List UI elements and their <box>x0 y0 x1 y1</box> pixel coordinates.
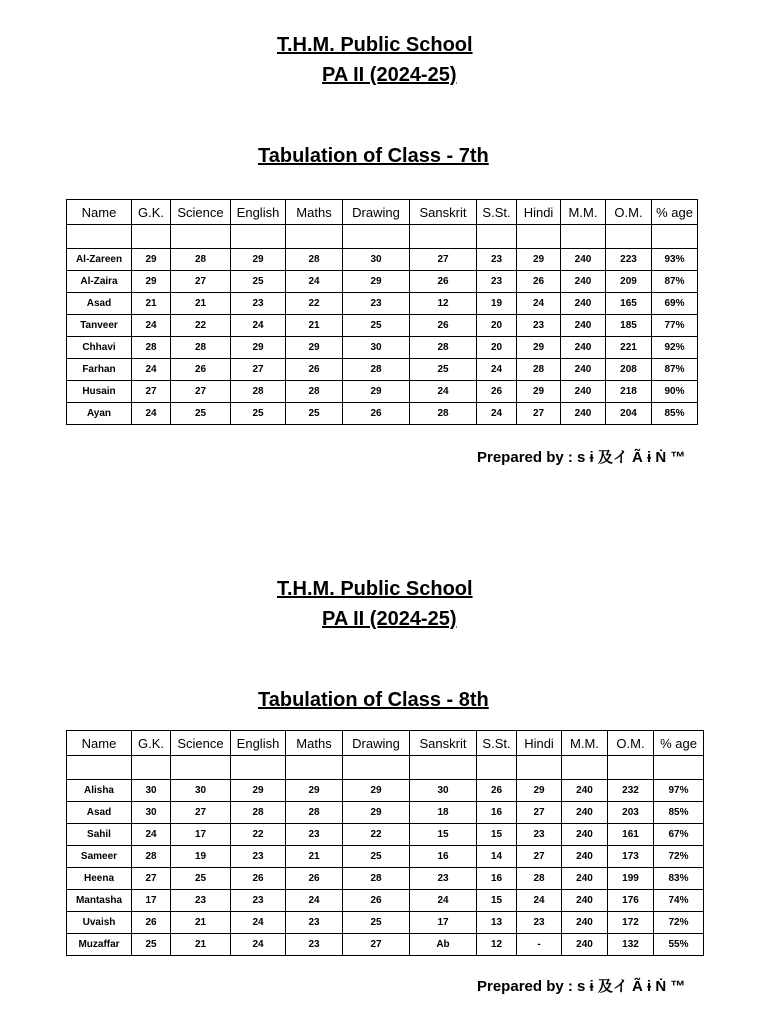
mark-cell: 28 <box>286 802 343 824</box>
mark-cell: 67% <box>654 824 704 846</box>
mark-cell: 29 <box>517 249 561 271</box>
mark-cell: 26 <box>132 912 171 934</box>
mark-cell: 21 <box>286 846 343 868</box>
mark-cell: 24 <box>410 381 477 403</box>
mark-cell: 240 <box>561 271 606 293</box>
student-name-cell: Chhavi <box>67 337 132 359</box>
col-sanskrit: Sanskrit <box>410 200 477 225</box>
table-row <box>67 934 704 956</box>
mark-cell: 27 <box>132 868 171 890</box>
mark-cell: 240 <box>562 780 608 802</box>
mark-cell: 28 <box>132 337 171 359</box>
mark-cell: Ab <box>410 934 477 956</box>
mark-cell: 240 <box>562 846 608 868</box>
mark-cell: 240 <box>561 293 606 315</box>
mark-cell: 23 <box>410 868 477 890</box>
col-percentage: % age <box>652 200 698 225</box>
mark-cell: 27 <box>171 271 231 293</box>
mark-cell: 22 <box>171 315 231 337</box>
mark-cell: 29 <box>343 271 410 293</box>
mark-cell: 29 <box>132 271 171 293</box>
mark-cell: 24 <box>286 271 343 293</box>
mark-cell: 17 <box>132 890 171 912</box>
mark-cell: 27 <box>517 846 562 868</box>
table-row <box>67 293 698 315</box>
mark-cell: 209 <box>606 271 652 293</box>
mark-cell: 12 <box>477 934 517 956</box>
mark-cell: 28 <box>132 846 171 868</box>
mark-cell: 27 <box>517 403 561 425</box>
col-sanskrit: Sanskrit <box>410 731 477 756</box>
mark-cell: 23 <box>517 824 562 846</box>
mark-cell: 92% <box>652 337 698 359</box>
mark-cell: 24 <box>410 890 477 912</box>
mark-cell: 29 <box>517 381 561 403</box>
student-name-cell: Farhan <box>67 359 132 381</box>
mark-cell: 26 <box>171 359 231 381</box>
mark-cell: 21 <box>171 293 231 315</box>
mark-cell: 199 <box>608 868 654 890</box>
col-percentage: % age <box>654 731 704 756</box>
mark-cell: 24 <box>231 315 286 337</box>
mark-cell: 17 <box>410 912 477 934</box>
mark-cell: 23 <box>517 912 562 934</box>
table-row <box>67 912 704 934</box>
mark-cell: 28 <box>286 249 343 271</box>
mark-cell: 185 <box>606 315 652 337</box>
mark-cell: 218 <box>606 381 652 403</box>
mark-cell: 27 <box>171 381 231 403</box>
blank-row <box>67 756 704 780</box>
table-row <box>67 802 704 824</box>
mark-cell: 85% <box>654 802 704 824</box>
table-row <box>67 337 698 359</box>
mark-cell: 19 <box>171 846 231 868</box>
mark-cell: 28 <box>231 802 286 824</box>
mark-cell: 27 <box>343 934 410 956</box>
mark-cell: 25 <box>343 912 410 934</box>
student-name-cell: Uvaish <box>67 912 132 934</box>
mark-cell: 85% <box>652 403 698 425</box>
mark-cell: 30 <box>343 249 410 271</box>
mark-cell: 29 <box>286 780 343 802</box>
mark-cell: 240 <box>562 890 608 912</box>
mark-cell: 29 <box>132 249 171 271</box>
mark-cell: 29 <box>343 802 410 824</box>
mark-cell: 30 <box>132 780 171 802</box>
mark-cell: 26 <box>286 868 343 890</box>
mark-cell: 72% <box>654 912 704 934</box>
prepared-by: Prepared by : s ɨ 及イ Ã ɨ Ṅ ™ <box>477 978 686 995</box>
table-row <box>67 249 698 271</box>
mark-cell: 25 <box>286 403 343 425</box>
mark-cell: 240 <box>561 381 606 403</box>
mark-cell: 25 <box>343 315 410 337</box>
mark-cell: 30 <box>410 780 477 802</box>
mark-cell: 26 <box>410 271 477 293</box>
mark-cell: 28 <box>286 381 343 403</box>
mark-cell: 165 <box>606 293 652 315</box>
class-heading: Tabulation of Class - 8th <box>258 689 489 711</box>
col-sst: S.St. <box>477 200 517 225</box>
mark-cell: 28 <box>171 337 231 359</box>
mark-cell: 28 <box>517 359 561 381</box>
mark-cell: 23 <box>286 934 343 956</box>
mark-cell: 240 <box>561 315 606 337</box>
mark-cell: 74% <box>654 890 704 912</box>
mark-cell: 23 <box>231 846 286 868</box>
mark-cell: 24 <box>477 359 517 381</box>
mark-cell: 23 <box>477 271 517 293</box>
mark-cell: 27 <box>231 359 286 381</box>
mark-cell: 13 <box>477 912 517 934</box>
mark-cell: 28 <box>410 403 477 425</box>
col-science: Science <box>171 731 231 756</box>
mark-cell: 29 <box>231 249 286 271</box>
mark-cell: 24 <box>517 293 561 315</box>
col-om: O.M. <box>606 200 652 225</box>
mark-cell: 23 <box>171 890 231 912</box>
mark-cell: 22 <box>231 824 286 846</box>
col-drawing: Drawing <box>343 731 410 756</box>
mark-cell: 69% <box>652 293 698 315</box>
mark-cell: 240 <box>562 824 608 846</box>
mark-cell: 240 <box>562 912 608 934</box>
mark-cell: 240 <box>562 802 608 824</box>
col-maths: Maths <box>286 731 343 756</box>
mark-cell: 29 <box>343 381 410 403</box>
col-name: Name <box>67 731 132 756</box>
student-name-cell: Al-Zaira <box>67 271 132 293</box>
exam-name: PA II (2024-25) <box>322 64 457 86</box>
table-row <box>67 403 698 425</box>
mark-cell: 221 <box>606 337 652 359</box>
mark-cell: 232 <box>608 780 654 802</box>
mark-cell: 22 <box>286 293 343 315</box>
table-row <box>67 868 704 890</box>
mark-cell: 15 <box>477 890 517 912</box>
mark-cell: 14 <box>477 846 517 868</box>
mark-cell: 203 <box>608 802 654 824</box>
mark-cell: 23 <box>286 912 343 934</box>
header-row <box>67 200 698 225</box>
col-gk: G.K. <box>132 731 171 756</box>
mark-cell: 24 <box>517 890 562 912</box>
mark-cell: 26 <box>231 868 286 890</box>
marks-table <box>66 199 698 425</box>
mark-cell: 87% <box>652 271 698 293</box>
student-name-cell: Ayan <box>67 403 132 425</box>
mark-cell: 55% <box>654 934 704 956</box>
mark-cell: 15 <box>410 824 477 846</box>
mark-cell: 26 <box>286 359 343 381</box>
mark-cell: 21 <box>171 912 231 934</box>
table-row <box>67 846 704 868</box>
mark-cell: 25 <box>132 934 171 956</box>
mark-cell: 26 <box>477 381 517 403</box>
mark-cell: 161 <box>608 824 654 846</box>
mark-cell: 30 <box>171 780 231 802</box>
mark-cell: 30 <box>132 802 171 824</box>
mark-cell: 204 <box>606 403 652 425</box>
student-name-cell: Mantasha <box>67 890 132 912</box>
student-name-cell: Tanveer <box>67 315 132 337</box>
mark-cell: 21 <box>171 934 231 956</box>
mark-cell: 27 <box>517 802 562 824</box>
mark-cell: 24 <box>477 403 517 425</box>
mark-cell: 12 <box>410 293 477 315</box>
mark-cell: 24 <box>231 934 286 956</box>
col-name: Name <box>67 200 132 225</box>
mark-cell: 28 <box>517 868 562 890</box>
student-name-cell: Muzaffar <box>67 934 132 956</box>
table-body <box>67 756 704 956</box>
col-english: English <box>231 200 286 225</box>
exam-name: PA II (2024-25) <box>322 608 457 630</box>
mark-cell: 90% <box>652 381 698 403</box>
mark-cell: 21 <box>286 315 343 337</box>
mark-cell: 24 <box>132 359 171 381</box>
mark-cell: 23 <box>477 249 517 271</box>
mark-cell: 26 <box>343 403 410 425</box>
mark-cell: 20 <box>477 315 517 337</box>
mark-cell: 25 <box>171 868 231 890</box>
student-name-cell: Asad <box>67 802 132 824</box>
mark-cell: 28 <box>410 337 477 359</box>
student-name-cell: Sameer <box>67 846 132 868</box>
mark-cell: 19 <box>477 293 517 315</box>
col-mm: M.M. <box>561 200 606 225</box>
mark-cell: 23 <box>517 315 561 337</box>
table-row <box>67 890 704 912</box>
mark-cell: 29 <box>517 337 561 359</box>
mark-cell: - <box>517 934 562 956</box>
mark-cell: 223 <box>606 249 652 271</box>
mark-cell: 28 <box>231 381 286 403</box>
mark-cell: 26 <box>410 315 477 337</box>
table-row <box>67 381 698 403</box>
col-hindi: Hindi <box>517 731 562 756</box>
mark-cell: 24 <box>286 890 343 912</box>
mark-cell: 23 <box>286 824 343 846</box>
student-name-cell: Al-Zareen <box>67 249 132 271</box>
mark-cell: 87% <box>652 359 698 381</box>
mark-cell: 25 <box>231 271 286 293</box>
mark-cell: 172 <box>608 912 654 934</box>
table-row <box>67 271 698 293</box>
mark-cell: 83% <box>654 868 704 890</box>
mark-cell: 26 <box>477 780 517 802</box>
mark-cell: 17 <box>171 824 231 846</box>
student-name-cell: Asad <box>67 293 132 315</box>
col-hindi: Hindi <box>517 200 561 225</box>
mark-cell: 20 <box>477 337 517 359</box>
header-row <box>67 731 704 756</box>
col-mm: M.M. <box>562 731 608 756</box>
mark-cell: 29 <box>517 780 562 802</box>
mark-cell: 132 <box>608 934 654 956</box>
mark-cell: 240 <box>562 868 608 890</box>
mark-cell: 240 <box>561 359 606 381</box>
blank-row <box>67 225 698 249</box>
mark-cell: 25 <box>343 846 410 868</box>
mark-cell: 25 <box>231 403 286 425</box>
mark-cell: 25 <box>410 359 477 381</box>
col-drawing: Drawing <box>343 200 410 225</box>
mark-cell: 16 <box>410 846 477 868</box>
class-heading: Tabulation of Class - 7th <box>258 145 489 167</box>
mark-cell: 23 <box>231 293 286 315</box>
mark-cell: 240 <box>561 403 606 425</box>
mark-cell: 93% <box>652 249 698 271</box>
mark-cell: 26 <box>343 890 410 912</box>
mark-cell: 24 <box>132 315 171 337</box>
table-row <box>67 780 704 802</box>
school-name: T.H.M. Public School <box>277 578 473 600</box>
col-gk: G.K. <box>132 200 171 225</box>
mark-cell: 27 <box>171 802 231 824</box>
table-row <box>67 315 698 337</box>
col-maths: Maths <box>286 200 343 225</box>
mark-cell: 26 <box>517 271 561 293</box>
mark-cell: 28 <box>343 868 410 890</box>
student-name-cell: Sahil <box>67 824 132 846</box>
mark-cell: 18 <box>410 802 477 824</box>
mark-cell: 23 <box>343 293 410 315</box>
table-row <box>67 824 704 846</box>
col-english: English <box>231 731 286 756</box>
mark-cell: 15 <box>477 824 517 846</box>
mark-cell: 97% <box>654 780 704 802</box>
col-science: Science <box>171 200 231 225</box>
mark-cell: 29 <box>231 780 286 802</box>
mark-cell: 22 <box>343 824 410 846</box>
table-row <box>67 359 698 381</box>
mark-cell: 208 <box>606 359 652 381</box>
school-name: T.H.M. Public School <box>277 34 473 56</box>
student-name-cell: Husain <box>67 381 132 403</box>
mark-cell: 25 <box>171 403 231 425</box>
prepared-by: Prepared by : s ɨ 及イ Ã ɨ Ṅ ™ <box>477 449 686 466</box>
col-sst: S.St. <box>477 731 517 756</box>
mark-cell: 21 <box>132 293 171 315</box>
mark-cell: 240 <box>561 337 606 359</box>
col-om: O.M. <box>608 731 654 756</box>
mark-cell: 29 <box>343 780 410 802</box>
mark-cell: 27 <box>132 381 171 403</box>
mark-cell: 28 <box>171 249 231 271</box>
mark-cell: 30 <box>343 337 410 359</box>
mark-cell: 240 <box>561 249 606 271</box>
mark-cell: 16 <box>477 802 517 824</box>
mark-cell: 173 <box>608 846 654 868</box>
mark-cell: 77% <box>652 315 698 337</box>
mark-cell: 24 <box>231 912 286 934</box>
mark-cell: 28 <box>343 359 410 381</box>
student-name-cell: Heena <box>67 868 132 890</box>
mark-cell: 24 <box>132 403 171 425</box>
mark-cell: 24 <box>132 824 171 846</box>
mark-cell: 27 <box>410 249 477 271</box>
table-body <box>67 225 698 425</box>
mark-cell: 240 <box>562 934 608 956</box>
mark-cell: 72% <box>654 846 704 868</box>
mark-cell: 23 <box>231 890 286 912</box>
marks-table <box>66 730 704 956</box>
mark-cell: 176 <box>608 890 654 912</box>
mark-cell: 16 <box>477 868 517 890</box>
mark-cell: 29 <box>231 337 286 359</box>
student-name-cell: Alisha <box>67 780 132 802</box>
mark-cell: 29 <box>286 337 343 359</box>
